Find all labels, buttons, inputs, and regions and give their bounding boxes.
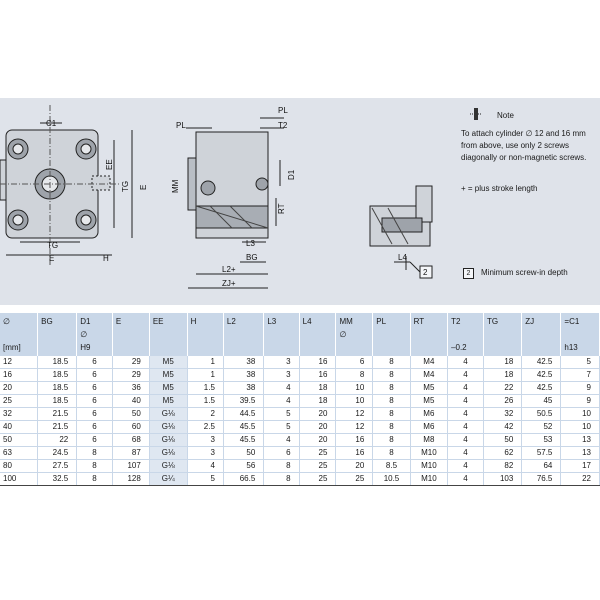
- table-cell: 50: [0, 434, 38, 447]
- column-header: [336, 313, 373, 356]
- table-cell: 40: [112, 395, 149, 408]
- table-cell: 4: [448, 408, 484, 421]
- label-l3: L3: [246, 239, 255, 248]
- note-plus-text: + = plus stroke length: [461, 184, 538, 193]
- column-header-line: ZJ: [525, 317, 535, 326]
- column-header-line: [267, 328, 295, 341]
- table-cell: 39.5: [223, 395, 263, 408]
- table-cell: 20: [336, 460, 373, 473]
- table-cell: 66.5: [223, 473, 263, 486]
- table-cell: 12: [336, 421, 373, 434]
- table-cell: 26: [483, 395, 521, 408]
- table-cell: 10.5: [373, 473, 410, 486]
- column-header-line: PL: [376, 317, 387, 326]
- table-cell: 6: [77, 421, 113, 434]
- note-min-depth: Minimum screw-in depth: [481, 268, 568, 277]
- table-cell: 22: [483, 382, 521, 395]
- column-header-line: [3, 328, 34, 341]
- table-cell: 10: [336, 382, 373, 395]
- table-cell: 8: [264, 460, 299, 473]
- column-header-line: ∅: [80, 330, 88, 339]
- column-header-line: D1: [80, 317, 91, 326]
- table-cell: M5: [410, 382, 447, 395]
- label-l2: L2+: [222, 265, 236, 274]
- table-cell: 6: [77, 434, 113, 447]
- table-row: [0, 460, 600, 473]
- column-header-line: [525, 328, 557, 341]
- column-header-line: E: [115, 317, 122, 326]
- table-cell: 6: [336, 356, 373, 369]
- column-header: [264, 313, 299, 356]
- table-cell: 4: [448, 447, 484, 460]
- table-cell: 53: [522, 434, 561, 447]
- table-body: [0, 356, 600, 486]
- column-header-line: H9: [80, 343, 91, 352]
- column-header-line: [227, 341, 260, 354]
- column-header-line: [mm]: [3, 343, 21, 352]
- table-cell: 8: [373, 356, 410, 369]
- column-header-line: [267, 341, 295, 354]
- column-header-line: [303, 341, 333, 354]
- table-cell: 4: [264, 382, 299, 395]
- column-header-line: ∅: [339, 330, 347, 339]
- table-cell: 80: [0, 460, 38, 473]
- column-header: [410, 313, 447, 356]
- table-cell: 38: [223, 356, 263, 369]
- table-cell: 5: [187, 473, 223, 486]
- front-air-port: [92, 176, 110, 190]
- table-header-row: [0, 313, 600, 356]
- table-cell: 128: [112, 473, 149, 486]
- table-cell: 87: [112, 447, 149, 460]
- table-cell: 12: [0, 356, 38, 369]
- table-row: [0, 421, 600, 434]
- table-cell: M10: [410, 460, 447, 473]
- table-cell: 8: [77, 460, 113, 473]
- side-port-right: [256, 178, 268, 190]
- column-header-line: [116, 328, 146, 341]
- column-header: [0, 313, 38, 356]
- table-cell: M5: [149, 382, 187, 395]
- table-cell: 5: [264, 421, 299, 434]
- label-d1: D1: [287, 169, 296, 180]
- table-cell: 1: [187, 369, 223, 382]
- table-cell: 45: [522, 395, 561, 408]
- table-cell: 17: [561, 460, 600, 473]
- table-cell: 4: [448, 382, 484, 395]
- table-cell: 38: [223, 369, 263, 382]
- table-cell: 18: [299, 395, 336, 408]
- table-cell: 8: [373, 447, 410, 460]
- table-cell: 45.5: [223, 434, 263, 447]
- table-cell: M6: [410, 421, 447, 434]
- table-cell: 8: [336, 369, 373, 382]
- table-cell: 4: [448, 473, 484, 486]
- column-header-line: L3: [267, 317, 277, 326]
- column-header: [112, 313, 149, 356]
- table-cell: 56: [223, 460, 263, 473]
- detail-flange: [416, 186, 432, 222]
- column-header-line: [376, 328, 406, 341]
- table-cell: 107: [112, 460, 149, 473]
- table-cell: 63: [0, 447, 38, 460]
- column-header-line: RT: [413, 317, 425, 326]
- table-cell: 36: [112, 382, 149, 395]
- table-cell: M4: [410, 369, 447, 382]
- table-cell: 18: [483, 356, 521, 369]
- column-header-line: [153, 328, 184, 341]
- table-cell: 7: [561, 369, 600, 382]
- table-cell: 18: [299, 382, 336, 395]
- table-cell: 20: [299, 421, 336, 434]
- table-cell: 38: [223, 382, 263, 395]
- label-bg: BG: [246, 253, 258, 262]
- table-cell: M5: [149, 356, 187, 369]
- table-cell: 1: [187, 356, 223, 369]
- column-header-line: [41, 341, 73, 354]
- label-c1: C1: [46, 119, 57, 128]
- table-cell: 52: [522, 421, 561, 434]
- label-t2: T2: [278, 121, 288, 130]
- table-cell: 42.5: [522, 382, 561, 395]
- table-cell: 5: [264, 408, 299, 421]
- column-header: [448, 313, 484, 356]
- table-cell: 20: [0, 382, 38, 395]
- label-pl-left: PL: [176, 121, 186, 130]
- table-cell: 32: [483, 408, 521, 421]
- table-cell: 25: [336, 473, 373, 486]
- note-screw-icon: [470, 108, 482, 120]
- table-cell: 4: [448, 460, 484, 473]
- dimensions-table: [0, 313, 600, 486]
- table-cell: M4: [410, 356, 447, 369]
- column-header-line: =C1: [564, 317, 580, 326]
- column-header: [299, 313, 336, 356]
- column-header-line: [487, 328, 518, 341]
- table-cell: M10: [410, 447, 447, 460]
- column-header: [77, 313, 113, 356]
- table-cell: 8: [77, 447, 113, 460]
- table-cell: 25: [299, 460, 336, 473]
- label-pl-top: PL: [278, 106, 288, 115]
- table-cell: 16: [336, 434, 373, 447]
- table-cell: 6: [264, 447, 299, 460]
- column-header-line: h13: [564, 343, 578, 352]
- front-view: [0, 105, 132, 265]
- side-view: [186, 118, 284, 288]
- table-cell: 20: [299, 408, 336, 421]
- table-cell: 8: [373, 434, 410, 447]
- table-cell: 27.5: [38, 460, 77, 473]
- table-cell: M6: [410, 408, 447, 421]
- table-cell: 60: [112, 421, 149, 434]
- column-header-line: ∅: [3, 317, 10, 326]
- label-l4: L4: [398, 253, 407, 262]
- table-cell: 32.5: [38, 473, 77, 486]
- table-row: [0, 395, 600, 408]
- table-row: [0, 447, 600, 460]
- table-cell: 2.5: [187, 421, 223, 434]
- table-cell: 6: [77, 395, 113, 408]
- label-tg-bottom: TG: [47, 241, 59, 250]
- label-e-side: E: [139, 184, 148, 190]
- column-header-line: [41, 328, 73, 341]
- column-header-line: [339, 341, 369, 354]
- table-cell: 40: [0, 421, 38, 434]
- table-cell: 50: [112, 408, 149, 421]
- label-rt: RT: [277, 203, 286, 214]
- table-cell: 2: [187, 408, 223, 421]
- column-header-line: [116, 341, 146, 354]
- table-cell: 50: [223, 447, 263, 460]
- table-cell: 16: [299, 356, 336, 369]
- table-row: [0, 434, 600, 447]
- table-cell: 4: [448, 356, 484, 369]
- column-header-line: [227, 328, 260, 341]
- table-cell: 8: [373, 395, 410, 408]
- label-e-bottom: E: [49, 254, 55, 263]
- table-cell: 103: [483, 473, 521, 486]
- column-header-line: L2: [226, 317, 236, 326]
- table-cell: 24.5: [38, 447, 77, 460]
- column-header: [187, 313, 223, 356]
- table-cell: 18.5: [38, 395, 77, 408]
- table-cell: 20: [299, 434, 336, 447]
- table-cell: 4: [448, 421, 484, 434]
- label-tg-side: TG: [121, 180, 130, 192]
- table-cell: 25: [0, 395, 38, 408]
- table-cell: M8: [410, 434, 447, 447]
- table-cell: 8: [373, 382, 410, 395]
- side-port-left: [201, 181, 215, 195]
- column-header: [483, 313, 521, 356]
- column-header: [223, 313, 263, 356]
- column-header-line: [303, 328, 333, 341]
- table-cell: 3: [187, 434, 223, 447]
- label-h: H: [103, 254, 109, 263]
- table-cell: 29: [112, 369, 149, 382]
- table-cell: 76.5: [522, 473, 561, 486]
- column-header-line: –0.2: [451, 343, 467, 352]
- table-cell: 18.5: [38, 369, 77, 382]
- table-cell: M10: [410, 473, 447, 486]
- table-cell: 4: [448, 369, 484, 382]
- front-left-port: [0, 160, 6, 200]
- table-cell: G⅛: [149, 421, 187, 434]
- column-header-line: L4: [302, 317, 312, 326]
- table-cell: 8: [373, 408, 410, 421]
- table-cell: 6: [77, 408, 113, 421]
- table-cell: M5: [149, 395, 187, 408]
- column-header-line: [376, 341, 406, 354]
- table-cell: 29: [112, 356, 149, 369]
- column-header: [561, 313, 600, 356]
- column-header-line: [153, 341, 184, 354]
- table-cell: 21.5: [38, 408, 77, 421]
- table-cell: 5: [561, 356, 600, 369]
- table-cell: 4: [264, 434, 299, 447]
- table-cell: 6: [77, 382, 113, 395]
- table-cell: 3: [264, 356, 299, 369]
- table-cell: 1.5: [187, 395, 223, 408]
- column-header-line: T2: [451, 317, 461, 326]
- table-cell: 57.5: [522, 447, 561, 460]
- table-cell: 16: [0, 369, 38, 382]
- table-row: [0, 473, 600, 486]
- table-cell: 100: [0, 473, 38, 486]
- table-cell: 42.5: [522, 369, 561, 382]
- table-cell: M5: [410, 395, 447, 408]
- column-header-line: [451, 328, 480, 341]
- column-header-line: MM: [339, 317, 353, 326]
- note-attach-text: To attach cylinder ∅ 12 and 16 mm from above, use only 2 screws diagonally or non-magnetic screws.: [461, 129, 587, 162]
- column-header-line: TG: [486, 317, 499, 326]
- table-cell: G¼: [149, 473, 187, 486]
- table-cell: 13: [561, 434, 600, 447]
- table-cell: G⅛: [149, 460, 187, 473]
- column-header-line: [525, 341, 557, 354]
- table-cell: 50: [483, 434, 521, 447]
- table-cell: 18.5: [38, 382, 77, 395]
- table-cell: 42.5: [522, 356, 561, 369]
- table-cell: 18: [483, 369, 521, 382]
- column-header-line: EE: [152, 317, 164, 326]
- label-mm: MM: [171, 179, 180, 193]
- table-cell: 8: [373, 369, 410, 382]
- table-row: [0, 369, 600, 382]
- table-cell: 50.5: [522, 408, 561, 421]
- table-cell: 3: [264, 369, 299, 382]
- table-cell: 25: [299, 473, 336, 486]
- detail-screw: [382, 218, 422, 232]
- table-cell: 8: [264, 473, 299, 486]
- detail-box-number: 2: [423, 268, 428, 277]
- table-row: [0, 408, 600, 421]
- side-rod: [188, 158, 196, 210]
- table-cell: 4: [264, 395, 299, 408]
- table-cell: 22: [38, 434, 77, 447]
- table-cell: 1.5: [187, 382, 223, 395]
- table-cell: 22: [561, 473, 600, 486]
- table-cell: 68: [112, 434, 149, 447]
- column-header-line: [191, 328, 220, 341]
- table-cell: 21.5: [38, 421, 77, 434]
- table-cell: 10: [336, 395, 373, 408]
- table-cell: 42: [483, 421, 521, 434]
- table-cell: 12: [336, 408, 373, 421]
- column-header-line: [564, 328, 596, 341]
- note-box-number: 2: [463, 268, 474, 279]
- column-header: [149, 313, 187, 356]
- table-cell: 4: [448, 434, 484, 447]
- table-cell: 3: [187, 447, 223, 460]
- column-header: [373, 313, 410, 356]
- table-cell: 32: [0, 408, 38, 421]
- table-cell: 16: [336, 447, 373, 460]
- table-cell: 25: [299, 447, 336, 460]
- table-cell: 4: [448, 395, 484, 408]
- table-cell: 4: [187, 460, 223, 473]
- column-header-line: [487, 341, 518, 354]
- label-ee: EE: [105, 159, 114, 170]
- column-header-line: BG: [41, 317, 53, 326]
- table-cell: 9: [561, 382, 600, 395]
- table-cell: G⅛: [149, 434, 187, 447]
- column-header: [38, 313, 77, 356]
- table-cell: 9: [561, 395, 600, 408]
- table-row: [0, 382, 600, 395]
- table-cell: 8: [373, 421, 410, 434]
- label-zj: ZJ+: [222, 279, 236, 288]
- table-cell: 64: [522, 460, 561, 473]
- table-row: [0, 356, 600, 369]
- table-cell: 8.5: [373, 460, 410, 473]
- table-cell: M5: [149, 369, 187, 382]
- table-cell: G⅛: [149, 408, 187, 421]
- table-cell: 44.5: [223, 408, 263, 421]
- column-header-line: [414, 328, 444, 341]
- table-cell: 13: [561, 447, 600, 460]
- column-header-line: H: [190, 317, 197, 326]
- table-cell: 62: [483, 447, 521, 460]
- note-label: Note: [497, 111, 514, 120]
- table-cell: 10: [561, 421, 600, 434]
- table-cell: 82: [483, 460, 521, 473]
- table-cell: 10: [561, 408, 600, 421]
- table-cell: 8: [77, 473, 113, 486]
- table-cell: 18.5: [38, 356, 77, 369]
- column-header: [522, 313, 561, 356]
- table-cell: G⅛: [149, 447, 187, 460]
- table-cell: 6: [77, 356, 113, 369]
- column-header-line: [191, 341, 220, 354]
- table-cell: 6: [77, 369, 113, 382]
- column-header-line: [414, 341, 444, 354]
- table-cell: 45.5: [223, 421, 263, 434]
- table-cell: 16: [299, 369, 336, 382]
